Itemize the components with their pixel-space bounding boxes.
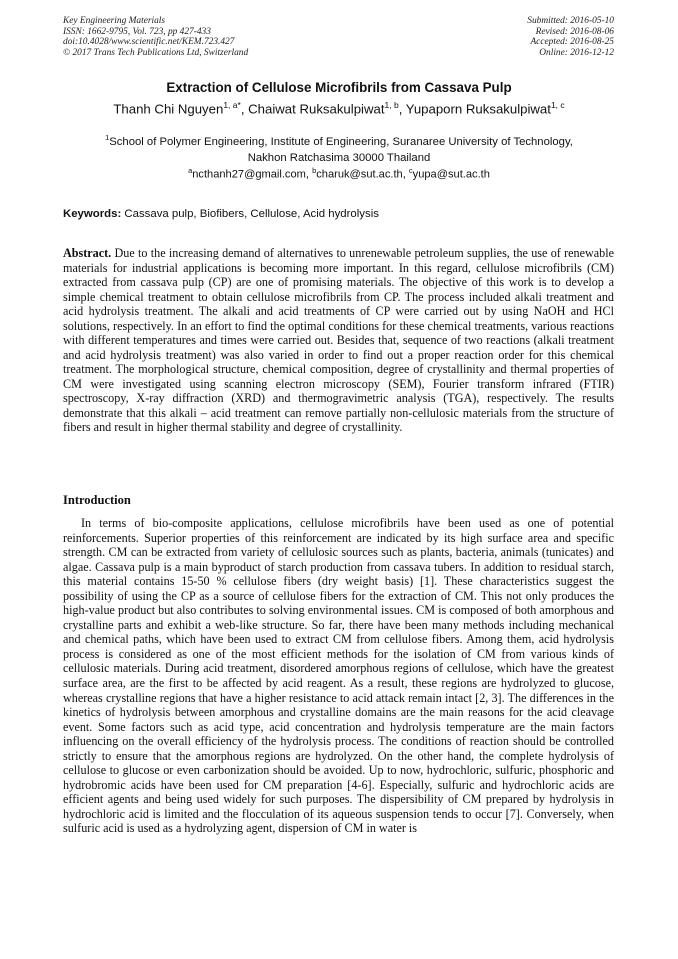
- email-address: ncthanh27@gmail.com: [192, 168, 306, 181]
- author-list: Thanh Chi Nguyen$^{1, a*}$, Chaiwat Ruksakulpiwat$^{1, b}$, Yupaporn Ruksakulpiwat$^{1, c}$: [113, 100, 565, 117]
- email-superscript: b: [312, 166, 317, 175]
- author-superscript: 1, c: [550, 100, 565, 110]
- author-superscript: 1, b: [384, 100, 399, 110]
- author-name: Thanh Chi Nguyen: [113, 101, 224, 117]
- affiliation: [40, 130, 638, 166]
- email-list: $^a$ncthanh27@gmail.com, $^b$charuk@sut.ac.th, $^c$yupa@sut.ac.th: [188, 166, 490, 181]
- author-name: Yupaporn Ruksakulpiwat: [405, 101, 551, 117]
- abstract-label: Abstract.: [63, 246, 112, 260]
- author-superscript: 1, a*: [223, 100, 241, 110]
- journal-copyright: © 2017 Trans Tech Publications Ltd, Switzerland: [63, 47, 249, 58]
- affiliation-line-1: School of Polymer Engineering, Institute of Engineering, Suranaree University of Technology,: [109, 135, 573, 148]
- keywords-text: Cassava pulp, Biofibers, Cellulose, Acid hydrolysis: [124, 208, 379, 220]
- date-online: Online: 2016-12-12: [539, 47, 614, 58]
- email-superscript: a: [188, 166, 193, 175]
- author-name: Chaiwat Ruksakulpiwat: [248, 101, 385, 117]
- introduction-paragraph: In terms of bio-composite applications, cellulose microfibrils have been used as one of potential reinforcements. Superior properties of this reinforcement are indicated by its high surface area and specific strength. CM can be extracted from variety of cellulosic sources such as plants, bacteria, animals (tunicates) and algae. Cassava pulp is a main byproduct of starch production from cassava tubers. In addition to residual starch, this material contains 15-50 % cellulose fibers (dry weight basis) [1]. These characteristics suggest the possibility of using the CP as a source of cellulose fibers for the extraction of CM. This not only produces the high-value product but also contributes to solving environmental issues. CM is composed of both amorphous and crystalline parts and exhibit a web-like structure. So far, there have been many methods including mechanical and chemical paths, which have been used to extract CM from cellulose fibers. Among them, acid hydrolysis process is considered as one of the most efficient methods for the isolation of CM from various kinds of cellulosic materials. During acid treatment, disordered amorphous regions of cellulose, which have the greatest surface area, are the first to be affected by acid reagent. As a result, these regions are hydrolyzed to glucose, whereas crystalline regions that have a higher resistance to acid attack remain intact [2, 3]. The differences in the kinetics of hydrolysis between amorphous and crystalline domains are the main reasons for the acid cleavage event. Some factors such as acid type, acid concentration and hydrolysis temperature are the main factors influencing on the overall efficiency of the hydrolysis process. The conditions of reaction should be controlled strictly to ensure that the amorphous regions are hydrolyzed. On the other hand, the complete hydrolysis of cellulose to glucose or even carbonization should be avoided. Up to now, hydrochloric, sulfuric, phosphoric and hydrobromic acids have been used for CM preparation [4-6]. Especially, sulfuric and hydrochloric acids are efficient agents and being used widely for such purposes. The dispersibility of CM prepared by hydrolysis in hydrochloric acid is limited and the flocculation of its aqueous suspension tends to occur [7]. Conversely, when sulfuric acid is used as a hydrolyzing agent, dispersion of CM in water is: [63, 516, 614, 836]
- date-accepted: Accepted: 2016-08-25: [530, 37, 614, 48]
- paper-title: Extraction of Cellulose Microfibrils from Cassava Pulp: [166, 80, 512, 95]
- abstract-text: Due to the increasing demand of alternatives to unrenewable petroleum supplies, the use of renewable materials for industrial applications is becoming more important. In this regard, cellulose microfibrils (CM) extracted from cassava pulp (CP) are one of promising materials. The objective of this work is to develop a simple chemical treatment to obtain cellulose microfibrils from CP. The process included alkali treatment and acid hydrolysis treatment. The alkali and acid treatments of CP were carried out by using NaOH and HCl solutions, respectively. In an effort to find the optimal conditions for these chemical treatments, various reactions with different temperatures and times were carried out. Besides that, sequence of two reactions (alkali treatment and acid hydrolysis treatment) was also varied in order to find out a proper reaction order for this chemical treatment. The morphological structure, chemical composition, degree of crystallinity and thermal properties of CM were investigated using scanning electron microscopy (SEM), Fourier transform infrared (FTIR) spectroscopy, X-ray diffraction (XRD) and thermogravimetric analysis (TGA), respectively. The results demonstrate that this alkali – acid treatment can remove partially non-cellulosic materials from the structure of fibers and result in higher thermal stability and degree of crystallinity.: [63, 246, 614, 434]
- section-heading-introduction: Introduction: [63, 493, 131, 507]
- date-submitted: Submitted: 2016-05-10: [527, 16, 614, 26]
- keywords-label: Keywords:: [63, 208, 122, 220]
- journal-name: Key Engineering Materials: [63, 16, 166, 26]
- affiliation-superscript: 1: [105, 133, 110, 142]
- email-superscript: c: [408, 166, 413, 175]
- journal-header-left: [63, 16, 248, 58]
- affiliation-line-2: Nakhon Ratchasima 30000 Thailand: [247, 151, 431, 164]
- email-address: yupa@sut.ac.th: [412, 168, 490, 181]
- email-address: charuk@sut.ac.th: [316, 168, 403, 181]
- journal-doi: doi:10.4028/www.scientific.net/KEM.723.427: [63, 37, 235, 48]
- abstract: [63, 246, 614, 435]
- journal-issn: ISSN: 1662-9795, Vol. 723, pp 427-433: [63, 26, 211, 37]
- keywords: [63, 208, 379, 220]
- date-revised: Revised: 2016-08-06: [535, 26, 614, 37]
- journal-header-right: [527, 16, 614, 58]
